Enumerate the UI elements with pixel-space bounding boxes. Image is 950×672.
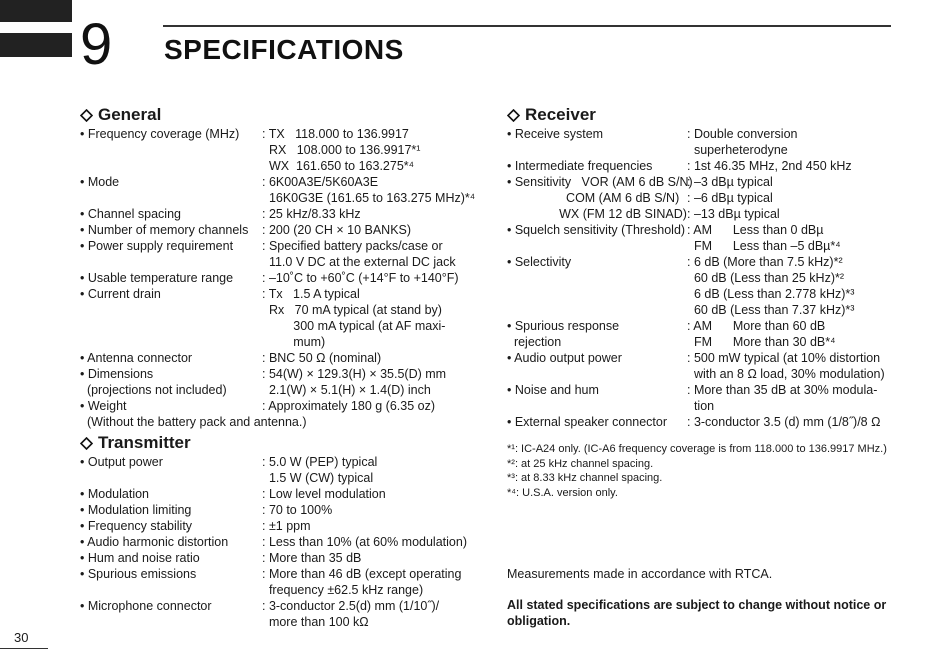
spec-row: [80, 598, 475, 614]
spec-row: [507, 158, 899, 174]
spec-row: [80, 350, 475, 366]
spec-row: [507, 190, 899, 206]
spec-row: [80, 486, 475, 502]
spec-row: [80, 614, 475, 630]
spec-row: [507, 350, 899, 366]
spec-value: [262, 414, 475, 430]
spec-value: 60 dB (Less than 25 kHz)*²: [687, 271, 845, 285]
spec-row: [80, 142, 475, 158]
spec-label: • Usable temperature range: [80, 271, 234, 285]
spec-row: [507, 382, 899, 398]
spec-row: [80, 254, 475, 270]
spec-value: : Specified battery packs/case or: [262, 239, 443, 253]
spec-row: [80, 550, 475, 566]
spec-value: tion: [687, 399, 715, 413]
spec-label: • Spurious response: [507, 319, 620, 333]
spec-label: • Current drain: [80, 287, 161, 301]
spec-row: [507, 142, 899, 158]
diamond-icon: [80, 109, 93, 122]
right-column: [507, 102, 899, 500]
spec-label: rejection: [507, 335, 562, 349]
disclaimer: All stated specifications are subject to change without notice or obligation.: [507, 598, 887, 628]
spec-value: : AM Less than 0 dBµ: [687, 223, 824, 237]
footnote: *⁴: U.S.A. version only.: [507, 486, 618, 499]
general-heading: [80, 104, 475, 126]
spec-value: 16K0G3E (161.65 to 163.275 MHz)*⁴: [262, 191, 476, 205]
spec-label: [80, 614, 262, 630]
spec-row: [507, 366, 899, 382]
spec-value: frequency ±62.5 kHz range): [262, 583, 424, 597]
left-column: [80, 102, 475, 630]
spec-label: • Intermediate frequencies: [507, 159, 653, 173]
spec-label: • Dimensions: [80, 367, 154, 381]
spec-value: 6 dB (Less than 2.778 kHz)*³: [687, 287, 855, 301]
section-title: General: [98, 105, 162, 124]
spec-row: [507, 206, 899, 222]
spec-value: FM Less than –5 dBµ*⁴: [687, 239, 841, 253]
page-footer: [507, 566, 899, 629]
spec-value: 60 dB (Less than 7.37 kHz)*³: [687, 303, 855, 317]
spec-row: [80, 286, 475, 302]
spec-value: : 500 mW typical (at 10% distortion: [687, 351, 881, 365]
chapter-title: SPECIFICATIONS: [164, 34, 404, 65]
spec-row: [80, 334, 475, 350]
spec-label: • Power supply requirement: [80, 239, 234, 253]
spec-value: RX 108.000 to 136.9917*¹: [262, 143, 421, 157]
spec-value: : 3-conductor 3.5 (d) mm (1/8˝)/8 Ω: [687, 415, 881, 429]
spec-row: [80, 582, 475, 598]
section-title: Receiver: [525, 105, 596, 124]
footnote: *³: at 8.33 kHz channel spacing.: [507, 472, 663, 484]
spec-row: [507, 318, 899, 334]
spec-label: (projections not included): [80, 383, 227, 397]
spec-value: more than 100 kΩ: [262, 615, 369, 629]
spec-row: [507, 398, 899, 414]
spec-label: [507, 238, 687, 254]
spec-row: [80, 518, 475, 534]
spec-value: : 3-conductor 2.5(d) mm (1/10˝)/: [262, 599, 440, 613]
general-spec-list: [80, 126, 475, 430]
spec-row: [80, 190, 475, 206]
spec-value: : Tx 1.5 A typical: [262, 287, 360, 301]
spec-label: [507, 366, 687, 382]
spec-row: [80, 454, 475, 470]
spec-row: [507, 254, 899, 270]
spec-value: : AM More than 60 dB: [687, 319, 826, 333]
spec-row: [80, 270, 475, 286]
spec-label: [507, 270, 687, 286]
measurements-note: Measurements made in accordance with RTCA.: [507, 567, 773, 581]
spec-value: : 5.0 W (PEP) typical: [262, 455, 378, 469]
spec-row: [80, 366, 475, 382]
spec-row: [80, 126, 475, 142]
spec-value: 2.1(W) × 5.1(H) × 1.4(D) inch: [262, 383, 431, 397]
spec-label: [507, 302, 687, 318]
spec-label: • Microphone connector: [80, 599, 212, 613]
spec-label: [80, 142, 262, 158]
receiver-spec-list: [507, 126, 899, 430]
receiver-heading: [507, 104, 899, 126]
spec-label: • Audio harmonic distortion: [80, 535, 229, 549]
spec-label: • Modulation limiting: [80, 503, 192, 517]
spec-label: [80, 470, 262, 486]
spec-row: [80, 174, 475, 190]
spec-value: : More than 35 dB: [262, 551, 362, 565]
spec-row: [507, 238, 899, 254]
footnotes: [507, 442, 899, 500]
spec-value: with an 8 Ω load, 30% modulation): [687, 367, 885, 381]
transmitter-heading: [80, 432, 475, 454]
spec-value: 11.0 V DC at the external DC jack: [262, 255, 456, 269]
spec-value: : 25 kHz/8.33 kHz: [262, 207, 361, 221]
spec-label: • Number of memory channels: [80, 223, 249, 237]
spec-row: [507, 222, 899, 238]
spec-value: : –13 dBµ typical: [687, 207, 780, 221]
spec-label: • Receive system: [507, 127, 604, 141]
spec-row: [80, 206, 475, 222]
spec-label: [80, 334, 262, 350]
spec-value: : Approximately 180 g (6.35 oz): [262, 399, 436, 413]
spec-row: [80, 222, 475, 238]
spec-value: : More than 35 dB at 30% modula-: [687, 383, 878, 397]
spec-row: [80, 238, 475, 254]
spec-row: [80, 470, 475, 486]
spec-label: WX (FM 12 dB SINAD): [507, 207, 687, 221]
spec-value: 300 mA typical (at AF maxi-: [262, 319, 446, 333]
spec-value: mum): [262, 335, 326, 349]
transmitter-spec-list: [80, 454, 475, 630]
spec-value: : ±1 ppm: [262, 519, 311, 533]
spec-label: • Audio output power: [507, 351, 622, 365]
spec-label: [80, 318, 262, 334]
spec-label: • Weight: [80, 399, 127, 413]
spec-row: [507, 286, 899, 302]
spec-label: [80, 302, 262, 318]
spec-value: : Less than 10% (at 60% modulation): [262, 535, 467, 549]
spec-label: • Output power: [80, 455, 163, 469]
spec-label: • Mode: [80, 175, 120, 189]
spec-label: • External speaker connector: [507, 415, 668, 429]
spec-row: [507, 414, 899, 430]
spec-label: [80, 254, 262, 270]
diamond-icon: [507, 109, 520, 122]
spec-value: superheterodyne: [687, 143, 788, 157]
spec-label: • Spurious emissions: [80, 567, 197, 581]
spec-value: : BNC 50 Ω (nominal): [262, 351, 382, 365]
spec-label: COM (AM 6 dB S/N): [507, 191, 680, 205]
spec-label: [507, 142, 687, 158]
spec-row: [80, 302, 475, 318]
spec-value: : 70 to 100%: [262, 503, 333, 517]
spec-label: [507, 286, 687, 302]
spec-row: [80, 566, 475, 582]
spec-row: [80, 534, 475, 550]
spec-row: [507, 334, 899, 350]
chapter-tab-top: [0, 0, 72, 22]
spec-label: • Squelch sensitivity (Threshold): [507, 223, 686, 237]
spec-row: [507, 174, 899, 190]
spec-row: [80, 158, 475, 174]
spec-label: [80, 158, 262, 174]
spec-label: [80, 190, 262, 206]
spec-value: FM More than 30 dB*⁴: [687, 335, 836, 349]
spec-label: • Sensitivity VOR (AM 6 dB S/N): [507, 175, 693, 189]
chapter-number: 9: [80, 12, 113, 77]
spec-label: [80, 582, 262, 598]
spec-row: [80, 382, 475, 398]
spec-row: [507, 270, 899, 286]
spec-label: • Selectivity: [507, 255, 572, 269]
spec-row: [80, 318, 475, 334]
spec-value: : –3 dBµ typical: [687, 175, 773, 189]
spec-label: • Noise and hum: [507, 383, 599, 397]
spec-value: : 1st 46.35 MHz, 2nd 450 kHz: [687, 159, 852, 173]
spec-label: • Hum and noise ratio: [80, 551, 200, 565]
spec-row: [80, 398, 475, 414]
diamond-icon: [80, 437, 93, 450]
spec-label: [507, 398, 687, 414]
section-title: Transmitter: [98, 433, 191, 452]
spec-value: WX 161.650 to 163.275*⁴: [262, 159, 415, 173]
header-rule: [163, 25, 891, 27]
page-rule: [0, 648, 48, 649]
spec-label: • Frequency stability: [80, 519, 193, 533]
spec-value: : 200 (20 CH × 10 BANKS): [262, 223, 412, 237]
spec-value: Rx 70 mA typical (at stand by): [262, 303, 442, 317]
spec-label: • Channel spacing: [80, 207, 181, 221]
spec-row: [507, 302, 899, 318]
spec-value: : 6K00A3E/5K60A3E: [262, 175, 379, 189]
spec-value: : TX 118.000 to 136.9917: [262, 127, 409, 141]
spec-value: : –10˚C to +60˚C (+14°F to +140°F): [262, 271, 459, 285]
spec-value: : 6 dB (More than 7.5 kHz)*²: [687, 255, 843, 269]
chapter-tab-bottom: [0, 33, 72, 57]
spec-value: : Low level modulation: [262, 487, 386, 501]
spec-row: [80, 502, 475, 518]
spec-label: (Without the battery pack and antenna.): [80, 415, 307, 429]
spec-value: : 54(W) × 129.3(H) × 35.5(D) mm: [262, 367, 447, 381]
footnote: *¹: IC-A24 only. (IC-A6 frequency coverage is from 118.000 to 136.9917 MHz.): [507, 443, 887, 455]
spec-row: [80, 414, 475, 430]
spec-value: : More than 46 dB (except operating: [262, 567, 462, 581]
spec-value: : –6 dBµ typical: [687, 191, 773, 205]
spec-value: 1.5 W (CW) typical: [262, 471, 374, 485]
spec-label: • Antenna connector: [80, 351, 193, 365]
page-number: 30: [14, 630, 29, 645]
footnote: *²: at 25 kHz channel spacing.: [507, 457, 654, 470]
spec-value: : Double conversion: [687, 127, 798, 141]
spec-row: [507, 126, 899, 142]
spec-label: • Modulation: [80, 487, 150, 501]
spec-label: • Frequency coverage (MHz): [80, 127, 240, 141]
